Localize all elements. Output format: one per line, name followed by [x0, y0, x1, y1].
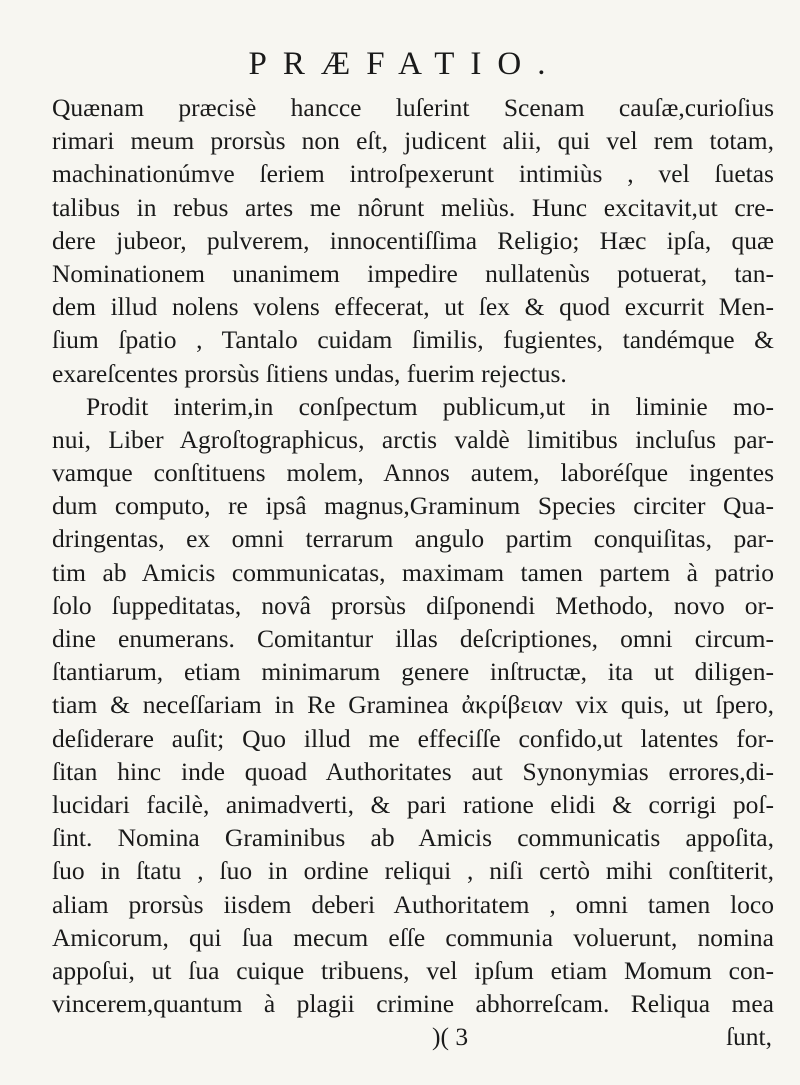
text-line: Quænam præcisè hancce luſerint Scenam cauſæ,curioſius	[52, 93, 774, 122]
page-heading: PRÆFATIO.	[248, 46, 562, 82]
catchword: ſunt,	[725, 1022, 772, 1052]
text-line: exareſcentes prorsùs ſitiens undas, fuerim rejectus.	[52, 358, 567, 388]
text-line: machinationúmve ſeriem introſpexerunt intimiùs , vel ſuetas	[52, 159, 774, 189]
text-line: tiam & neceſſariam in Re Graminea ἀκρίβειαν vix quis, ut ſpero,	[52, 690, 774, 720]
text-line: ſtantiarum, etiam minimarum genere inſtructæ, ita ut diligen-	[52, 657, 774, 687]
signature-mark: )( 3	[432, 1022, 469, 1052]
text-line: aliam prorsùs iisdem deberi Authoritatem , omni tamen loco	[52, 889, 774, 919]
text-line: ſint. Nomina Graminibus ab Amicis communicatis appoſita,	[52, 823, 774, 853]
text-line: dem illud nolens volens effecerat, ut ſex & quod excurrit Men-	[52, 292, 774, 322]
text-line: appoſui, ut ſua cuique tribuens, vel ipſum etiam Momum con-	[52, 955, 774, 985]
preface-body	[52, 91, 774, 1053]
text-line: dere jubeor, pulverem, innocentiſſima Religio; Hæc ipſa, quæ	[52, 225, 774, 255]
text-line: dum computo, re ipsâ magnus,Graminum Species circiter Qua-	[52, 491, 774, 521]
text-line: vincerem,quantum à plagii crimine abhorreſcam. Reliqua mea	[52, 989, 774, 1019]
text-line: dringentas, ex omni terrarum angulo partim conquiſitas, par-	[52, 524, 774, 554]
text-line: tim ab Amicis communicatas, maximam tamen partem à patrio	[52, 557, 774, 587]
text-line: ſium ſpatio , Tantalo cuidam ſimilis, fugientes, tandémque &	[52, 325, 774, 355]
text-line: ſolo ſuppeditatas, novâ prorsùs diſponendi Methodo, novo or-	[52, 590, 774, 620]
text-line: rimari meum prorsùs non eſt, judicent alii, qui vel rem totam,	[52, 126, 774, 156]
text-line: Amicorum, qui ſua mecum eſſe communia voluerunt, nomina	[52, 922, 774, 952]
text-line: lucidari facilè, animadverti, & pari ratione elidi & corrigi poſ-	[52, 789, 774, 819]
text-line: ſitan hinc inde quoad Authoritates aut Synonymias errores,di-	[52, 756, 774, 786]
text-line: Nominationem unanimem impedire nullatenùs potuerat, tan-	[52, 258, 774, 288]
text-line: Prodit interim,in conſpectum publicum,ut in liminie mo-	[86, 391, 774, 421]
text-line: talibus in rebus artes me nôrunt meliùs. Hunc excitavit,ut cre-	[52, 192, 774, 222]
text-line: nui, Liber Agroſtographicus, arctis valdè limitibus incluſus par-	[52, 424, 774, 454]
text-line: dine enumerans. Comitantur illas deſcriptiones, omni circum-	[52, 624, 774, 653]
page-footer	[52, 1020, 774, 1053]
text-line: vamque conſtituens molem, Annos autem, laboréſque ingentes	[52, 458, 774, 488]
text-line: deſiderare auſit; Quo illud me effeciſſe confido,ut latentes for-	[52, 723, 774, 753]
text-line: ſuo in ſtatu , ſuo in ordine reliqui , niſi certò mihi conſtiterit,	[52, 856, 774, 886]
